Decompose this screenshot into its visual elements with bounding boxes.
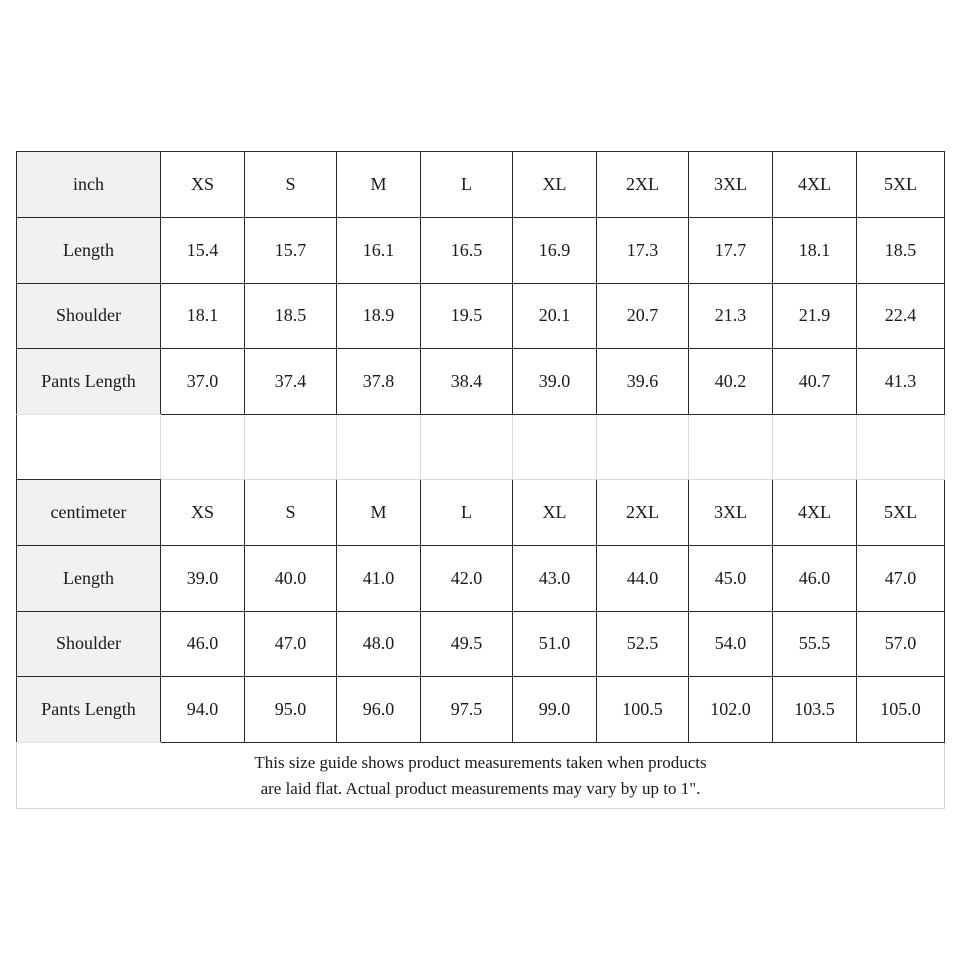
spacer-cell xyxy=(857,415,945,480)
cm-table-row xyxy=(17,545,945,611)
inch-table-row xyxy=(17,217,945,283)
cm-row-label: Pants Length xyxy=(17,677,161,743)
size-guide-note-row xyxy=(17,743,945,809)
inch-measurement-cell: 19.5 xyxy=(421,283,513,349)
spacer-row xyxy=(17,415,945,480)
inch-size-header: L xyxy=(421,152,513,218)
cm-measurement-cell: 100.5 xyxy=(597,677,689,743)
cm-measurement-cell: 40.0 xyxy=(245,545,337,611)
cm-measurement-cell: 52.5 xyxy=(597,611,689,677)
cm-measurement-cell: 41.0 xyxy=(337,545,421,611)
cm-size-header: 5XL xyxy=(857,479,945,545)
cm-size-header: M xyxy=(337,479,421,545)
inch-row-label: Pants Length xyxy=(17,349,161,415)
cm-measurement-cell: 46.0 xyxy=(773,545,857,611)
inch-measurement-cell: 18.5 xyxy=(245,283,337,349)
inch-measurement-cell: 20.1 xyxy=(513,283,597,349)
inch-measurement-cell: 39.0 xyxy=(513,349,597,415)
inch-size-header: 3XL xyxy=(689,152,773,218)
inch-table-row xyxy=(17,349,945,415)
cm-size-header: 2XL xyxy=(597,479,689,545)
cm-measurement-cell: 48.0 xyxy=(337,611,421,677)
cm-measurement-cell: 94.0 xyxy=(161,677,245,743)
cm-measurement-cell: 102.0 xyxy=(689,677,773,743)
inch-size-header: XS xyxy=(161,152,245,218)
cm-row-label: Length xyxy=(17,545,161,611)
spacer-cell xyxy=(421,415,513,480)
cm-size-header: XL xyxy=(513,479,597,545)
spacer-cell xyxy=(689,415,773,480)
cm-measurement-cell: 43.0 xyxy=(513,545,597,611)
inch-measurement-cell: 17.7 xyxy=(689,217,773,283)
inch-measurement-cell: 18.1 xyxy=(773,217,857,283)
inch-size-header: M xyxy=(337,152,421,218)
inch-measurement-cell: 22.4 xyxy=(857,283,945,349)
size-chart-body xyxy=(17,152,945,809)
inch-header-row xyxy=(17,152,945,218)
cm-measurement-cell: 42.0 xyxy=(421,545,513,611)
cm-row-label: Shoulder xyxy=(17,611,161,677)
inch-measurement-cell: 15.7 xyxy=(245,217,337,283)
inch-size-header: 4XL xyxy=(773,152,857,218)
cm-measurement-cell: 47.0 xyxy=(857,545,945,611)
spacer-cell xyxy=(337,415,421,480)
cm-measurement-cell: 54.0 xyxy=(689,611,773,677)
inch-size-header: XL xyxy=(513,152,597,218)
inch-measurement-cell: 18.9 xyxy=(337,283,421,349)
cm-size-header: XS xyxy=(161,479,245,545)
cm-measurement-cell: 51.0 xyxy=(513,611,597,677)
inch-measurement-cell: 21.3 xyxy=(689,283,773,349)
cm-measurement-cell: 57.0 xyxy=(857,611,945,677)
cm-measurement-cell: 46.0 xyxy=(161,611,245,677)
spacer-cell xyxy=(513,415,597,480)
inch-measurement-cell: 18.5 xyxy=(857,217,945,283)
cm-size-header: L xyxy=(421,479,513,545)
cm-measurement-cell: 55.5 xyxy=(773,611,857,677)
inch-measurement-cell: 18.1 xyxy=(161,283,245,349)
cm-unit-label: centimeter xyxy=(17,479,161,545)
inch-table-row xyxy=(17,283,945,349)
inch-measurement-cell: 21.9 xyxy=(773,283,857,349)
inch-measurement-cell: 15.4 xyxy=(161,217,245,283)
inch-measurement-cell: 20.7 xyxy=(597,283,689,349)
cm-measurement-cell: 103.5 xyxy=(773,677,857,743)
cm-measurement-cell: 96.0 xyxy=(337,677,421,743)
inch-measurement-cell: 17.3 xyxy=(597,217,689,283)
size-guide-note xyxy=(17,743,945,809)
cm-size-header: S xyxy=(245,479,337,545)
spacer-cell xyxy=(17,415,161,480)
cm-measurement-cell: 49.5 xyxy=(421,611,513,677)
inch-row-label: Shoulder xyxy=(17,283,161,349)
cm-measurement-cell: 99.0 xyxy=(513,677,597,743)
cm-measurement-cell: 97.5 xyxy=(421,677,513,743)
size-chart-table xyxy=(16,151,945,809)
inch-measurement-cell: 40.7 xyxy=(773,349,857,415)
spacer-cell xyxy=(597,415,689,480)
inch-measurement-cell: 16.9 xyxy=(513,217,597,283)
cm-measurement-cell: 47.0 xyxy=(245,611,337,677)
inch-size-header: S xyxy=(245,152,337,218)
inch-unit-label: inch xyxy=(17,152,161,218)
cm-table-row xyxy=(17,677,945,743)
inch-measurement-cell: 40.2 xyxy=(689,349,773,415)
inch-measurement-cell: 37.0 xyxy=(161,349,245,415)
cm-header-row xyxy=(17,479,945,545)
inch-measurement-cell: 38.4 xyxy=(421,349,513,415)
cm-size-header: 3XL xyxy=(689,479,773,545)
spacer-cell xyxy=(161,415,245,480)
cm-size-header: 4XL xyxy=(773,479,857,545)
spacer-cell xyxy=(773,415,857,480)
note-line-2: are laid flat. Actual product measurements may vary by up to 1". xyxy=(260,778,701,798)
inch-size-header: 5XL xyxy=(857,152,945,218)
inch-measurement-cell: 37.4 xyxy=(245,349,337,415)
cm-measurement-cell: 45.0 xyxy=(689,545,773,611)
inch-measurement-cell: 41.3 xyxy=(857,349,945,415)
inch-measurement-cell: 16.5 xyxy=(421,217,513,283)
inch-row-label: Length xyxy=(17,217,161,283)
cm-measurement-cell: 95.0 xyxy=(245,677,337,743)
inch-measurement-cell: 16.1 xyxy=(337,217,421,283)
cm-table-row xyxy=(17,611,945,677)
inch-size-header: 2XL xyxy=(597,152,689,218)
note-line-1: This size guide shows product measurements taken when products xyxy=(254,752,707,772)
cm-measurement-cell: 39.0 xyxy=(161,545,245,611)
cm-measurement-cell: 105.0 xyxy=(857,677,945,743)
inch-measurement-cell: 37.8 xyxy=(337,349,421,415)
inch-measurement-cell: 39.6 xyxy=(597,349,689,415)
cm-measurement-cell: 44.0 xyxy=(597,545,689,611)
spacer-cell xyxy=(245,415,337,480)
